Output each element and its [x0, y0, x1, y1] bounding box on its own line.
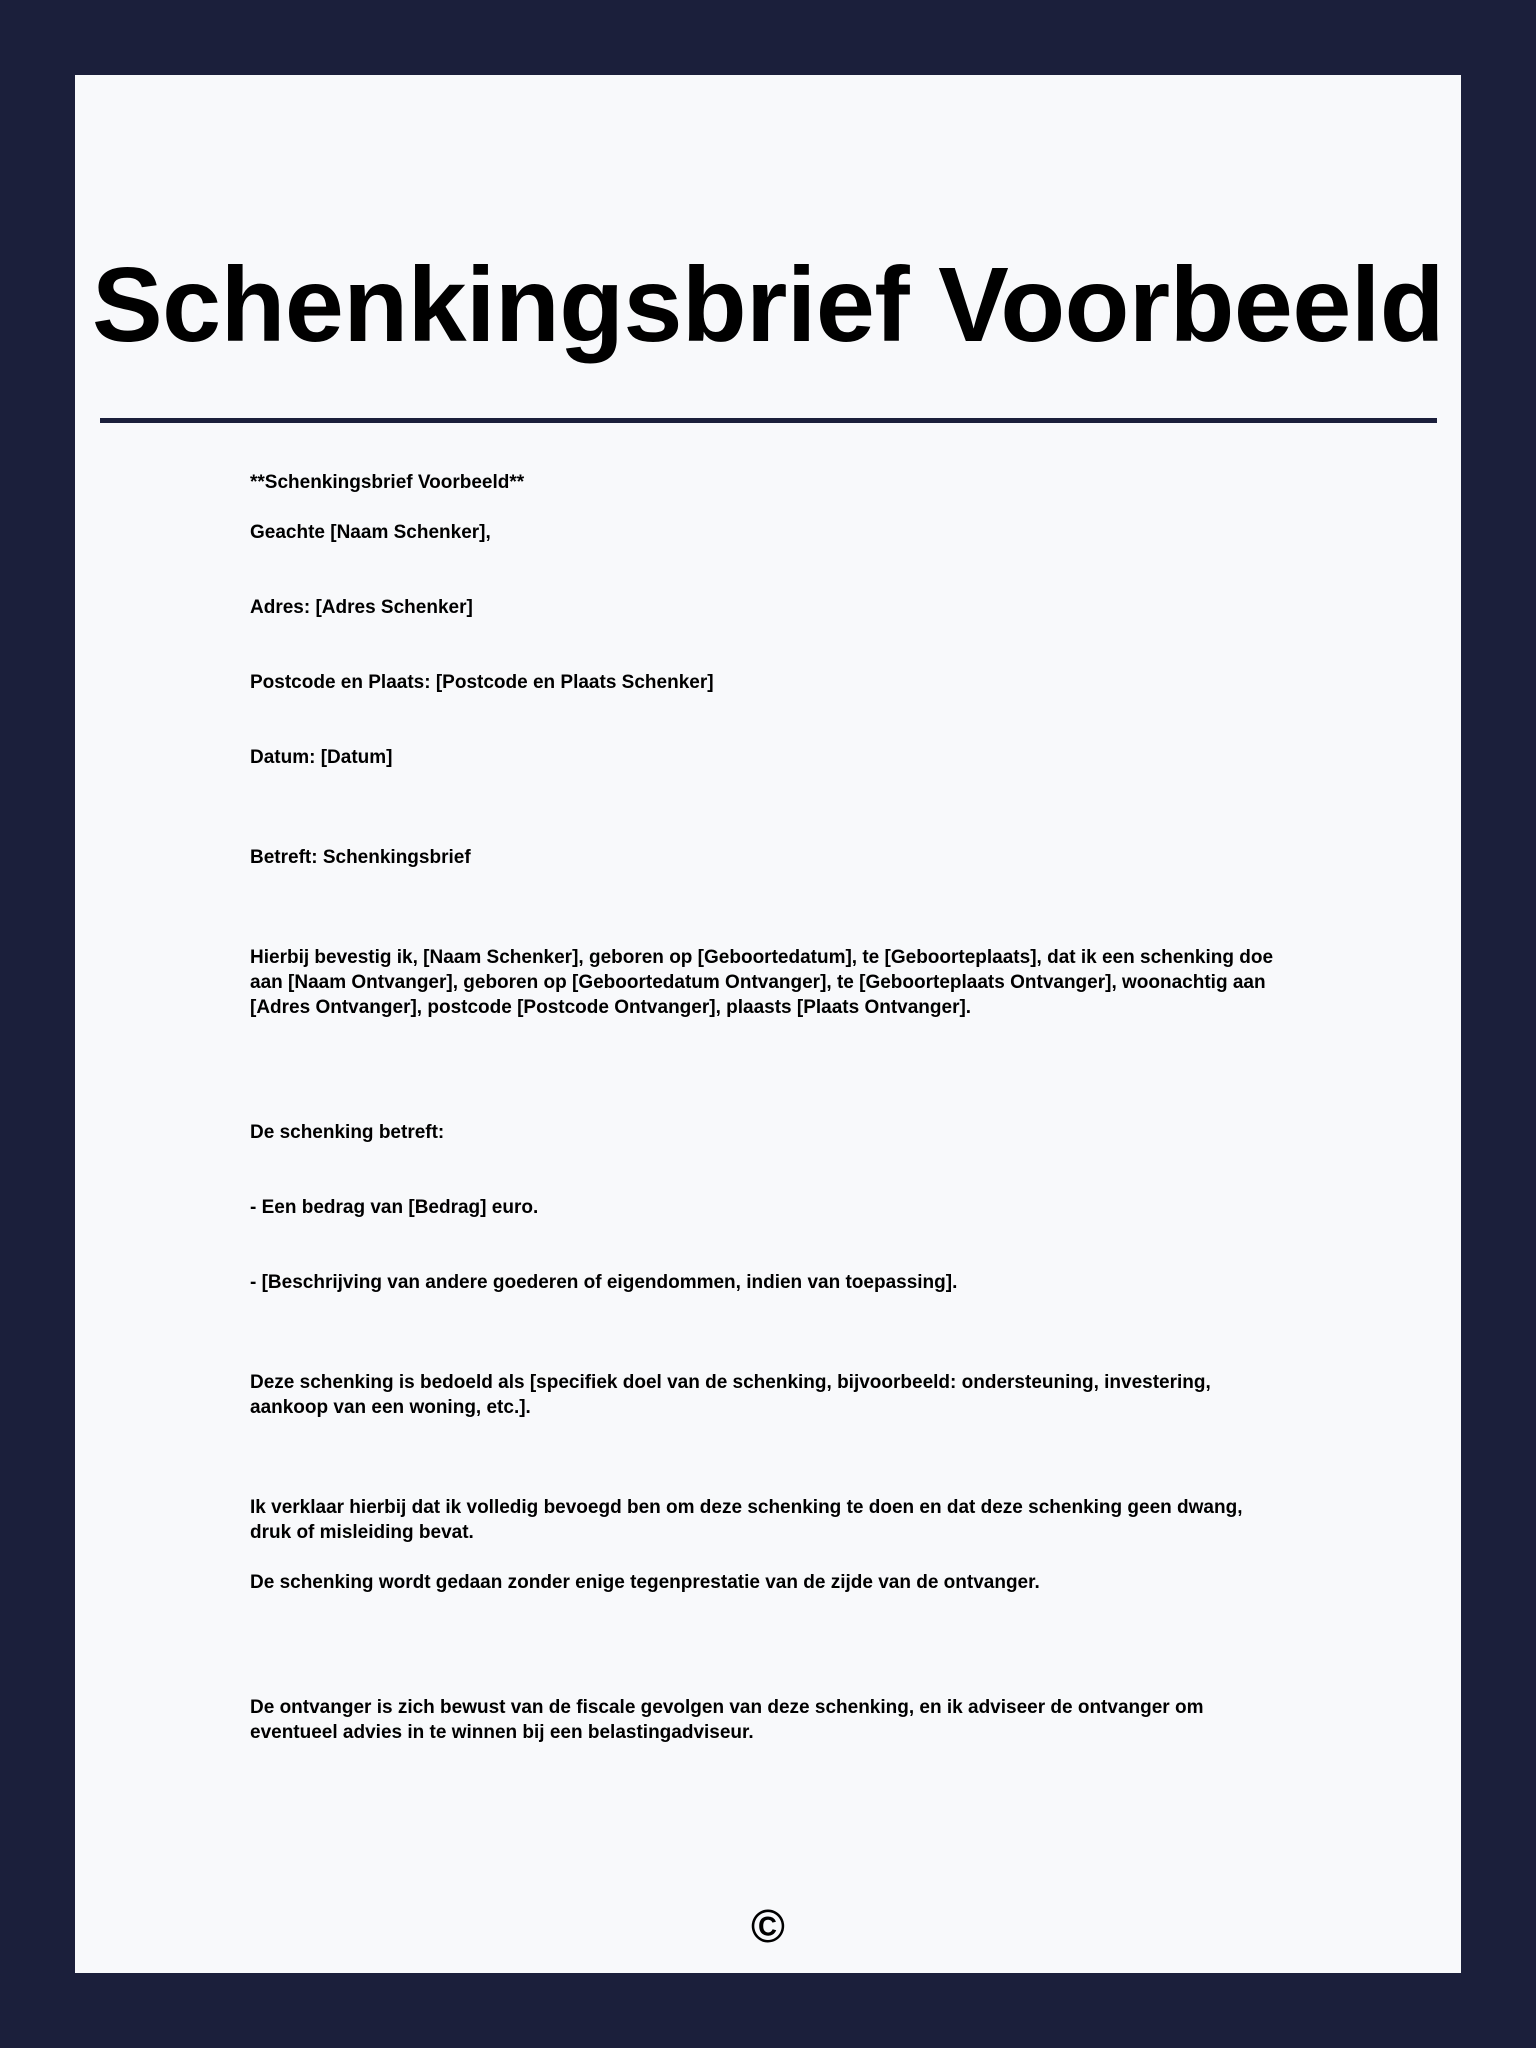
donation-item-amount: - Een bedrag van [Bedrag] euro. [250, 1197, 539, 1218]
donation-item-goods: - [Beschrijving van andere goederen of eigendommen, indien van toepassing]. [250, 1272, 958, 1293]
purpose-paragraph: Deze schenking is bedoeld als [specifiek doel van de schenking, bijvoorbeeld: ondersteuning, investering, aankoop van een woning, etc.]. [250, 1372, 1211, 1418]
date-line: Datum: [Datum] [250, 747, 393, 768]
confirmation-paragraph: Hierbij bevestig ik, [Naam Schenker], geboren op [Geboortedatum], te [Geboorteplaats], dat ik een schenking doe aan [Naam Ontvanger], geboren op [Geboortedatum Ontvanger], te [Geboorteplaats Ontvanger], woonachtig aan [Adres Ontvanger], postcode [Postcode Ontvanger], plaasts [Plaats Ontvanger]. [250, 947, 1274, 1018]
title-divider [100, 418, 1437, 423]
subject-line: Betreft: Schenkingsbrief [250, 847, 471, 868]
postcode-line: Postcode en Plaats: [Postcode en Plaats Schenker] [250, 672, 714, 693]
salutation: Geachte [Naam Schenker], [250, 522, 491, 543]
letter-heading: **Schenkingsbrief Voorbeeld** [250, 472, 525, 493]
tax-advice-paragraph: De ontvanger is zich bewust van de fiscale gevolgen van deze schenking, en ik adviseer de ontvanger om eventueel advies in te winnen bij een belastingadviseur. [250, 1697, 1204, 1743]
no-consideration-paragraph: De schenking wordt gedaan zonder enige tegenprestatie van de zijde van de ontvanger. [250, 1572, 1040, 1593]
donation-intro: De schenking betreft: [250, 1122, 445, 1143]
page-title: Schenkingsbrief Voorbeeld [91, 246, 1445, 364]
document-card [75, 75, 1461, 1973]
address-line: Adres: [Adres Schenker] [250, 597, 473, 618]
declaration-paragraph: Ik verklaar hierbij dat ik volledig bevoegd ben om deze schenking te doen en dat deze schenking geen dwang, druk of misleiding bevat. [250, 1497, 1243, 1543]
copyright-icon: © [751, 1900, 785, 1952]
